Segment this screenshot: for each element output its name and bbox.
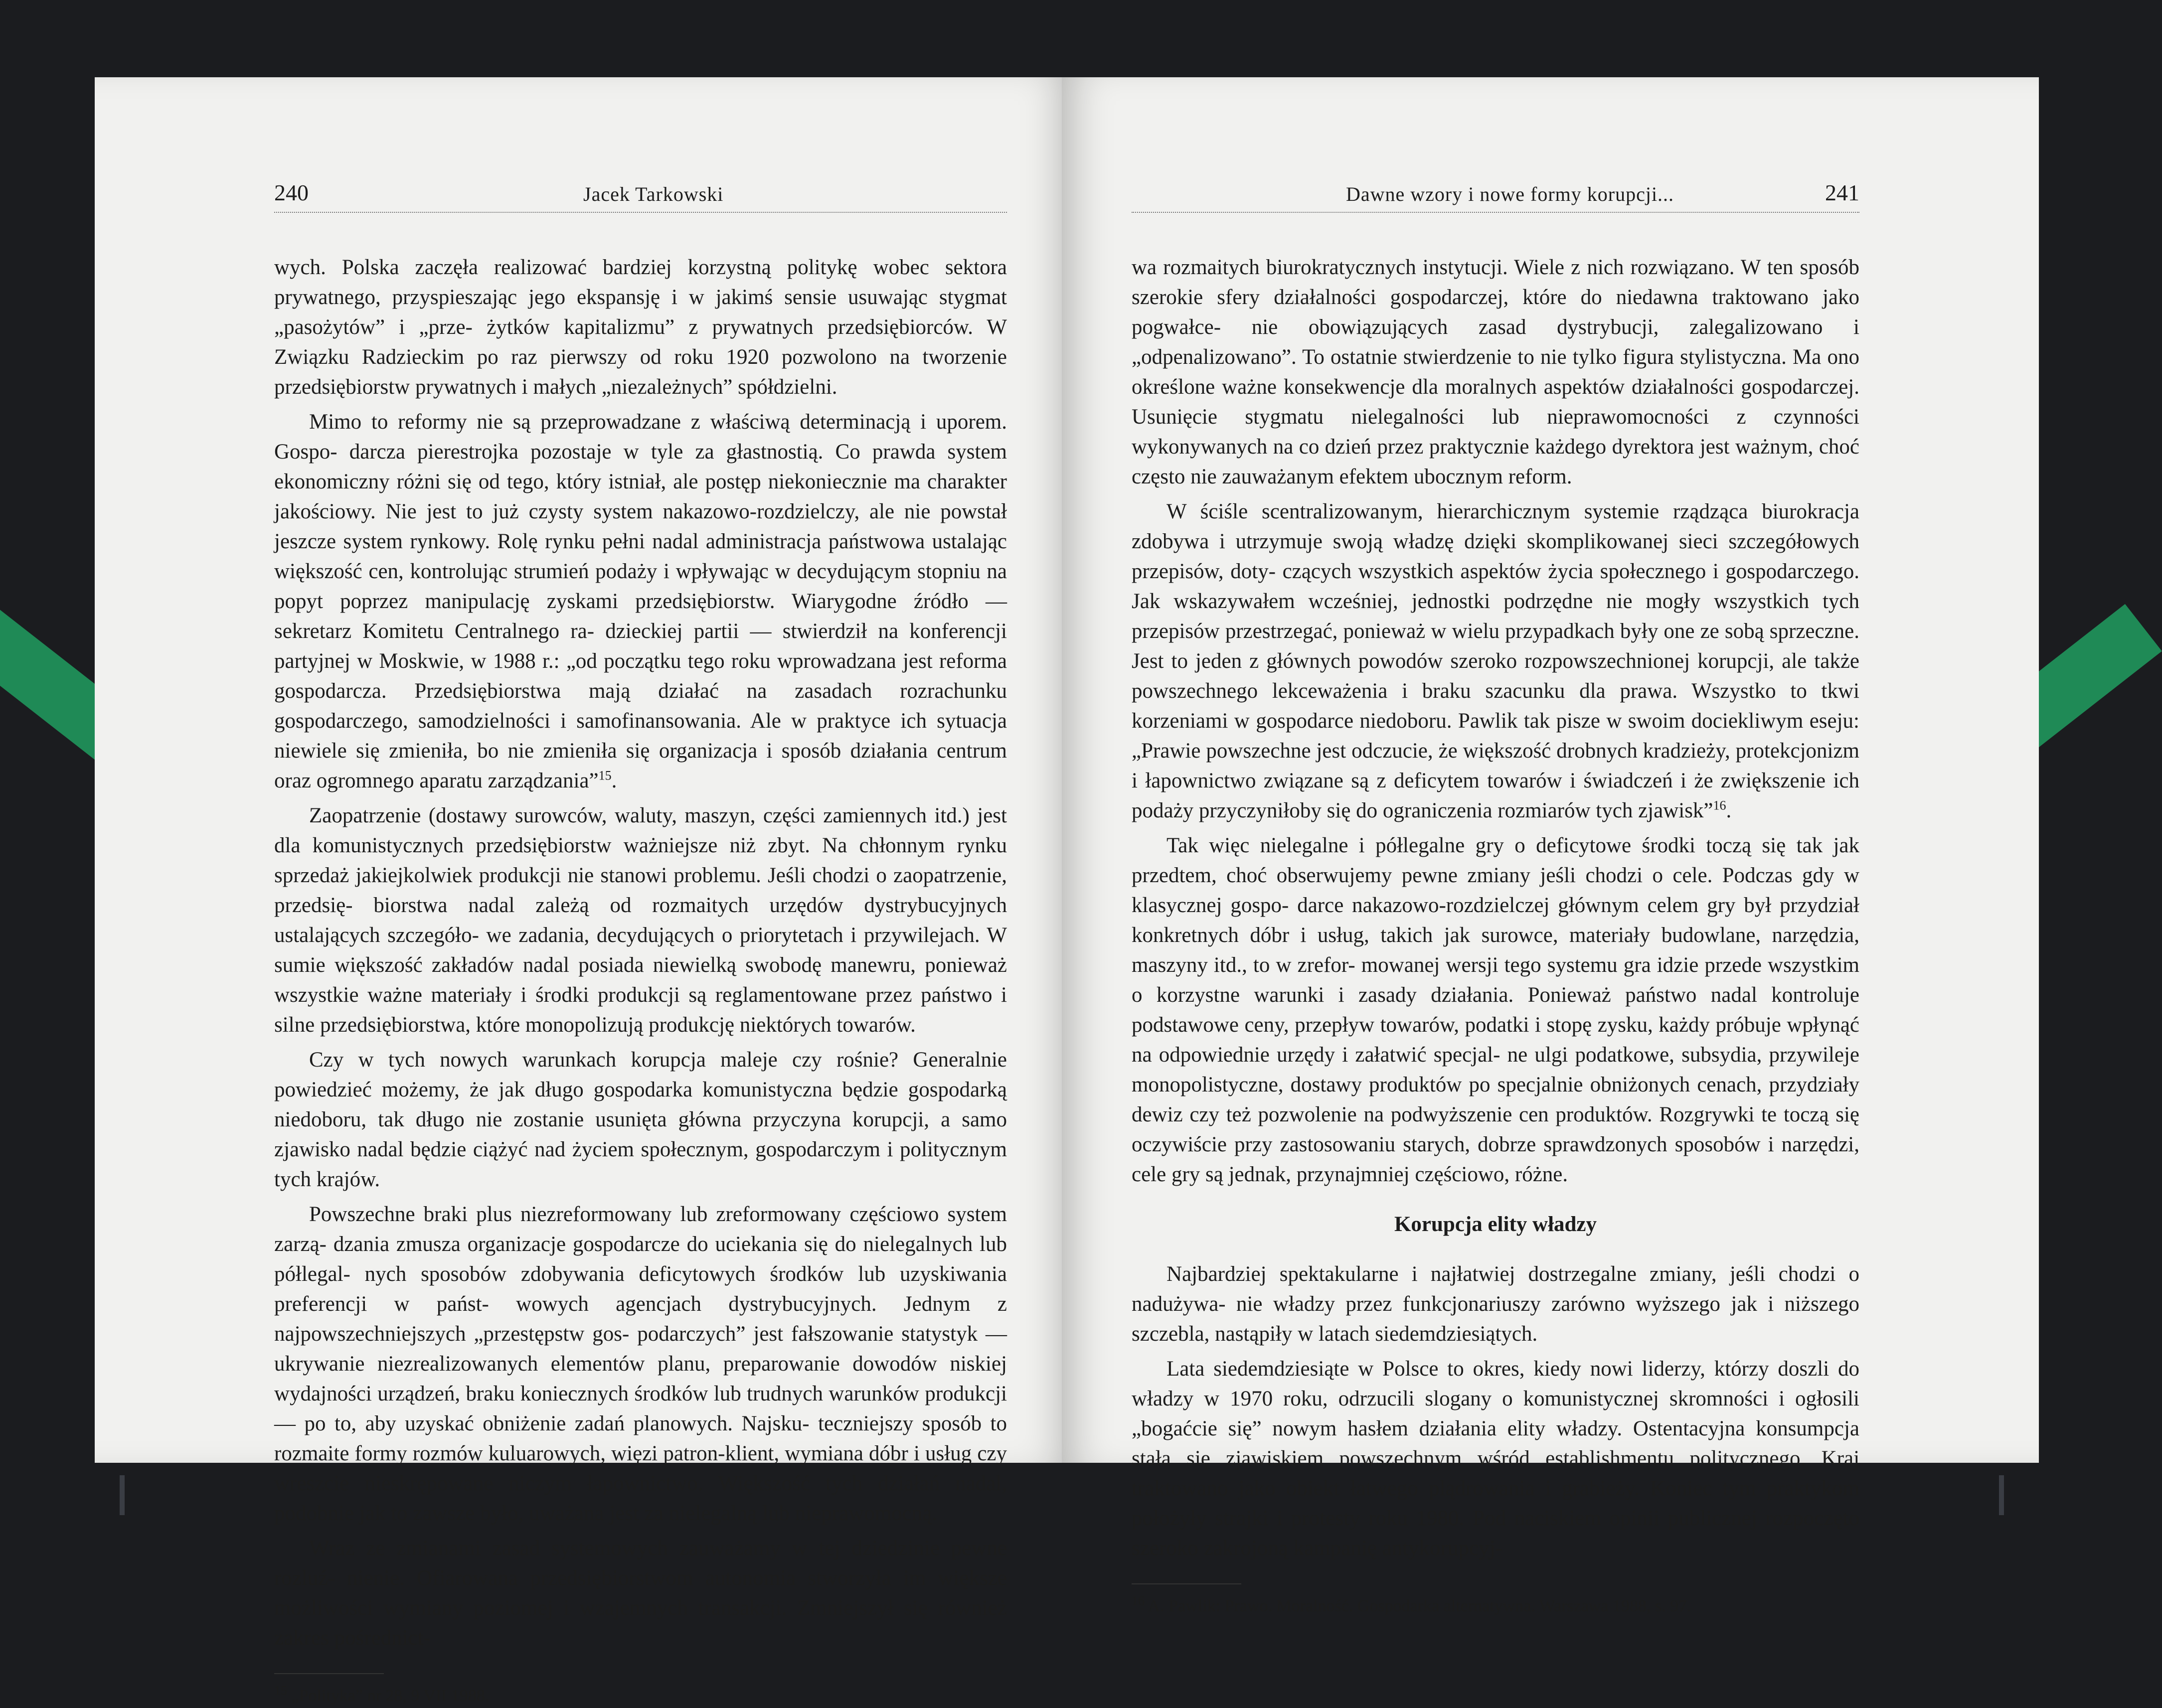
left-page-body <box>274 253 1007 1653</box>
open-book <box>95 47 2024 1705</box>
running-head: Dawne wzory i nowe formy korupcji... <box>1346 183 1674 205</box>
page-number: 240 <box>274 180 309 205</box>
left-page-header <box>274 172 1007 213</box>
paragraph: Najbardziej spektakularne i najłatwiej dostrzegalne zmiany, jeśli chodzi o nadużywa- nie władzy przez funkcjonariuszy zarówno wyższego jak i niższego szczebla, nastąpiły w latach siedemdziesiątych. <box>1132 1262 1859 1346</box>
footnote-divider <box>1132 1583 1241 1584</box>
footnote-number: 16 <box>1132 1593 1145 1608</box>
right-page <box>1062 77 2039 1615</box>
background-mark <box>1999 1475 2004 1515</box>
paragraph: Tak więc nielegalne i półlegalne gry o deficytowe środki toczą się tak jak przedtem, choć obserwujemy pewne zmiany jeśli chodzi o cele. Podczas gdy w klasycznej gospo- darce nakazowo-rozdzielczej głównym celem gry był przydział konkretnych dóbr i usług, takich jak surowce, materiały budowlane, narzędzia, maszyny itd., to w zrefor- mowanej wersji tego systemu gra idzie przede wszystkim o korzystne warunki i zasady działania. Ponieważ państwo nadal kontroluje podstawowe ceny, przepływ towarów, podatki i stopę zysku, każdy próbuje wpłynąć na odpowiednie urzędy i załatwić specjal- ne ulgi podatkowe, subsydia, przywileje monopolistyczne, dostawy produktów po specjalnie obniżonych cenach, przydziały dewiz czy też pozwolenie na podwyższenie cen produktów. Rozgrywki te toczą się oczywiście przy zastosowaniu starych, dobrze sprawdzonych sposobów i narzędzi, cele gry są jednak, przynajmniej częściowo, różne. <box>1132 834 1859 1186</box>
background-mark <box>120 1475 125 1515</box>
footnote-text: „Polityka” nr 28, 9 VII 1988. <box>291 1687 490 1705</box>
footnote <box>274 1684 1007 1708</box>
right-page-header <box>1132 172 1859 213</box>
footnote-reference: 16 <box>1713 798 1726 813</box>
paragraph: Czy w tych nowych warunkach korupcja maleje czy rośnie? Generalnie powiedzieć możemy, że jak długo gospodarka komunistyczna będzie gospodarką niedoboru, tak długo nie zostanie usunięta główna przyczyna korupcji, a samo zjawisko nadal będzie ciążyć nad życiem społecznym, gospodarczym i politycznym tych krajów. <box>274 1048 1007 1191</box>
footnote <box>1132 1594 1859 1618</box>
paragraph: W ściśle scentralizowanym, hierarchicznym systemie rządząca biurokracja zdobywa i utrzymuje swoją władzę dzięki skomplikowanej sieci szczegółowych przepisów, doty- czących wszystkich aspektów życia społecznego i gospodarczego. Jak wskazywałem wcześniej, jednostki podrzędne nie mogły wszystkich tych przepisów przestrzegać, ponieważ w wielu przypadkach były one ze sobą sprzeczne. Jest to jeden z głównych powodów szeroko rozpowszechnionej korupcji, ale także powszechnego lekceważenia i braku szacunku dla prawa. Wszystko to tkwi korzeniami w gospodarce niedoboru. Pawlik tak pisze w swoim dociekliwym eseju: „Prawie powszechne jest odczucie, że większość drobnych kradzieży, protekcjonizm i łapownictwo związane są z deficytem towarów i świadczeń i że zwiększenie ich podaży przyczyniłoby się do ograniczenia rozmiarów tych zjawisk”$^{16}$. <box>1132 500 1859 822</box>
footnote-text: A. Pawlik: Prawo. Moralność. Gospodarka alternatywna. Warszawa 1988, s. 97. <box>1148 1597 1691 1615</box>
paragraph: Wraz ze zmianami zasad systemowych zauważamy w tej dziedzinie pewne rozluź- nienie. Ofiarowana przedsiębiorstwom autonomia stworzyła im większe możliwości wymiany poziomej i wzajemnych transakcji. Zmniejszył się również zakres pośrednict- <box>274 1537 1007 1650</box>
paragraph: Zaopatrzenie (dostawy surowców, waluty, maszyn, części zamiennych itd.) jest dla komunistycznych przedsiębiorstw ważniejsze niż zbyt. Na chłonnym rynku sprzedaż jakiejkolwiek produkcji nie stanowi problemu. Jeśli chodzi o zaopatrzenie, przedsię- biorstwa nadal zależą od rozmaitych urzędów dystrybucyjnych ustalających szczegóło- we zadania, decydujących o priorytetach i przywilejach. W sumie większość zakładów nadal posiada niewielką swobodę manewru, ponieważ wszystkie ważne materiały i środki produkcji są reglamentowane przez państwo i silne przedsiębiorstwa, które monopolizują produkcję niektórych towarów. <box>274 804 1007 1037</box>
running-head: Jacek Tarkowski <box>583 183 724 205</box>
right-page-body <box>1132 253 1859 1563</box>
section-heading: Korupcja elity władzy <box>1394 1213 1597 1236</box>
left-page <box>95 77 1072 1705</box>
footnote-number: 15 <box>274 1683 287 1698</box>
footnote-reference: 15 <box>598 768 612 783</box>
paragraph: Mimo to reformy nie są przeprowadzane z właściwą determinacją i uporem. Gospo- darcza pierestrojka pozostaje w tyle za głastnostią. Co prawda system ekonomiczny różni się od tego, który istniał, ale postęp niekoniecznie ma charakter jakościowy. Nie jest to już czysty system nakazowo-rozdzielczy, ale nie powstał jeszcze system rynkowy. Rolę rynku pełni nadal administracja państwowa ustalając większość cen, kontrolując strumień podaży i wpływając w decydującym stopniu na popyt poprzez manipulację zyskami przedsiębiorstw. Wiarygodne źródło — sekretarz Komitetu Centralnego ra- dzieckiej partii — stwierdził na konferencji partyjnej w Moskwie, w 1988 r.: „od początku tego roku wprowadzana jest reforma gospodarcza. Przedsiębiorstwa mają działać na zasadach rozrachunku gospodarczego, samodzielności i samofinansowania. Ale w praktyce ich sytuacja niewiele się zmieniła, bo nie zmieniła się organizacja i sposób działania centrum oraz ogromnego aparatu zarządzania”$^{15}$. <box>274 410 1007 792</box>
paragraph: Lata siedemdziesiąte w Polsce to okres, kiedy nowi liderzy, którzy doszli do władzy w 1970 roku, odrzucili slogany o komunistycznej skromności i ogłosili „bogaćcie się” nowym hasłem działania elity władzy. Ostentacyjna konsumpcja stała się zjawiskiem powszechnym wśród establishmentu politycznego. Kraj traktowano jako obiekt łatwego plądrowania i grabieży. Koniec tym praktykom położyły strajki i protesty roku 1980. Pod naciskiem opinii publicznej rozpoczęto szeroko zakrojoną kampanię antykorupcyj- <box>1132 1357 1859 1560</box>
paragraph: wa rozmaitych biurokratycznych instytucji. Wiele z nich rozwiązano. W ten sposób szerokie sfery działalności gospodarczej, które do niedawna traktowano jako pogwałce- nie obowiązujących zasad dystrybucji, zalegalizowano i „odpenalizowano”. To ostatnie stwierdzenie to nie tylko figura stylistyczna. Ma ono określone ważne konsekwencje dla moralnych aspektów działalności gospodarczej. Usunięcie stygmatu nielegalności lub nieprawomocności z czynności wykonywanych na co dzień przez praktycznie każdego dyrektora jest ważnym, choć często nie zauważanym efektem ubocznym reform. <box>1132 256 1859 488</box>
footnote-divider <box>274 1673 384 1674</box>
paragraph: Powszechne braki plus niezreformowany lub zreformowany częściowo system zarzą- dzania zmusza organizacje gospodarcze do uciekania się do nielegalnych lub półlegal- nych sposobów zdobywania deficytowych środków lub uzyskiwania preferencji w państ- wowych agencjach dystrybucyjnych. Jednym z najpowszechniejszych „przestępstw gos- podarczych” jest fałszowanie statystyk — ukrywanie niezrealizowanych elementów planu, preparowanie dowodów niskiej wydajności urządzeń, braku koniecznych środków lub trudnych warunków produkcji — po to, aby uzyskać obniżenie zadań planowych. Najsku- teczniejszy sposób to rozmaite formy rozmów kuluarowych, więzi patron-klient, wymiana dóbr i usług czy wreszcie nieskrępowane niczym łapownictwo. Większość tych działań nadal, podobnie jak to zawsze było, uważana jest za nielegalną lub nieprawomocną. <box>274 1203 1007 1525</box>
page-number: 241 <box>1825 180 1859 205</box>
paragraph: wych. Polska zaczęła realizować bardziej korzystną politykę wobec sektora prywatnego, przyspieszając jego ekspansję i w jakimś sensie usuwając stygmat „pasożytów” i „prze- żytków kapitalizmu” z prywatnych przedsiębiorców. W Związku Radzieckim po raz pierwszy od roku 1920 pozwolono na tworzenie przedsiębiorstw prywatnych i małych „niezależnych” spółdzielni. <box>274 256 1007 399</box>
